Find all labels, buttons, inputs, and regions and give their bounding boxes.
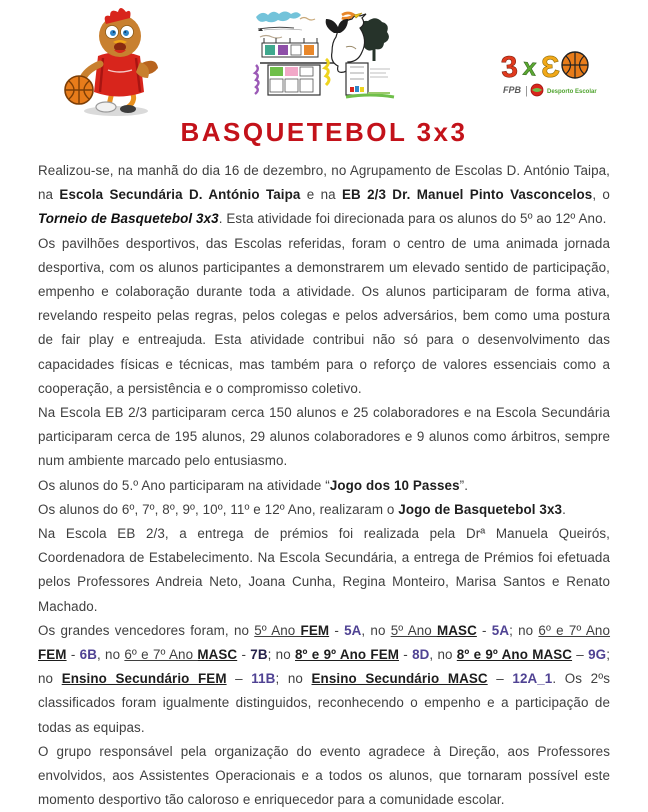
text-segment: 11B (251, 671, 276, 687)
text-segment: – (226, 671, 252, 687)
text-segment: 5A (344, 622, 362, 638)
text-segment: e na (300, 187, 342, 203)
text-segment: - (476, 622, 492, 638)
text-segment: 8º e 9º Ano FEM (295, 647, 399, 663)
text-segment: – (487, 671, 513, 687)
text-segment: . Os 2ºs classificados foram igualmente distinguidos, reconhecendo o empenho e a participação de todas as equipas. (38, 671, 610, 735)
paragraph (38, 522, 610, 619)
text-segment: 5º Ano (254, 622, 301, 638)
text-segment: . (562, 501, 566, 517)
text-segment: 6º e 7º Ano (124, 647, 198, 663)
text-segment: 5º Ano (390, 622, 438, 638)
text-segment: - (237, 647, 251, 663)
text-segment: Na Escola EB 2/3, a entrega de prémios foi realizada pela Drª Manuela Queirós, Coordenadora de Estabelecimento. Na Escola Secundária, a entrega de Prémios foi efetuada pelos Professores Andreia Neto, Joana Cunha, Regina Monteiro, Marisa Santos e Renato Machado. (38, 526, 610, 614)
page-title: BASQUETEBOL 3x3 (180, 117, 468, 147)
text-segment: 12A_1 (512, 671, 553, 687)
logo-divider: | (525, 85, 528, 97)
text-segment: MASC (437, 622, 477, 638)
text-segment: Ensino Secundário MASC (311, 671, 488, 687)
text-segment: ; no (275, 671, 312, 687)
text-segment: ; no (38, 647, 611, 687)
text-segment: 7B (250, 647, 268, 663)
logo-letter-e: Ɛ (540, 50, 561, 85)
logo-letter-3: 3 (499, 50, 519, 85)
text-segment: Na Escola EB 2/3 participaram cerca 150 alunos e 25 colaboradores e na Escola Secundária participaram cerca de 195 alunos, 29 alunos colaboradores e 9 alunos como árbitros, sempre num ambiente marcado pelo entusiasmo. (38, 405, 610, 469)
text-segment: Jogo dos 10 Passes (329, 477, 460, 493)
text-segment: Escola Secundária D. António Taipa (59, 187, 301, 203)
text-segment: , no (361, 622, 391, 638)
paragraph (38, 498, 610, 522)
text-segment: 6B (79, 647, 97, 663)
text-segment: Os alunos do 5.º Ano participaram na atividade “ (38, 477, 330, 493)
text-segment: . Esta atividade foi direcionada para os alunos do 5º ao 12º Ano. (218, 211, 607, 227)
text-segment: , no (96, 647, 125, 663)
rooster-mascot-image (56, 6, 172, 118)
paragraph (38, 159, 610, 232)
school-drawing-image (250, 7, 396, 101)
text-segment: – (572, 647, 589, 663)
logo-letter-x: x (521, 53, 538, 82)
text-segment: Torneio de Basquetebol 3x3 (38, 211, 219, 227)
text-segment: 9G (588, 647, 607, 663)
text-segment: Ensino Secundário FEM (61, 671, 227, 687)
text-segment: O grupo responsável pela organização do evento agradece à Direção, aos Professores envolvidos, aos Assistentes Operacionais e a todos os alunos, que tornaram possível este momento desportivo tão caloroso e enriquecedor para a comunidade escolar. (38, 743, 610, 808)
logo-tagline-text: Desporto Escolar (547, 89, 597, 95)
text-segment: EB 2/3 Dr. Manuel Pinto Vasconcelos (341, 187, 593, 203)
text-segment: , o (592, 187, 610, 203)
text-segment: Os alunos do 6º, 7º, 8º, 9º, 10º, 11º e 12º Ano, realizaram o (38, 501, 399, 517)
logo-3xe-fpb (499, 47, 599, 105)
text-segment: FEM (38, 647, 67, 663)
paragraph (38, 619, 610, 740)
paragraph (38, 232, 610, 401)
text-segment: - (66, 647, 80, 663)
paragraph (38, 401, 610, 474)
article (0, 148, 648, 812)
text-segment: ; no (509, 622, 539, 638)
paragraph (38, 474, 610, 498)
text-segment: 8D (412, 647, 430, 663)
text-segment: Os grandes vencedores foram, no (38, 622, 255, 638)
document-header (0, 0, 648, 110)
text-segment: MASC (197, 647, 238, 663)
text-segment: 6º e 7º Ano (538, 622, 611, 638)
text-segment: - (329, 622, 345, 638)
text-segment: ; no (267, 647, 295, 663)
text-segment: Realizou-se, na manhã do dia 16 de dezembro, no Agrupamento de Escolas D. António Taipa, na (38, 163, 610, 203)
text-segment: , no (429, 647, 457, 663)
text-segment: Os pavilhões desportivos, das Escolas referidas, foram o centro de uma animada jornada desportiva, com os alunos participantes a demonstrarem um elevado sentido de participação, empenho e colaboração durante toda a atividade. Os alunos participaram de forma ativa, revelando respeito pelas regras, pelos colegas e pelos adversários, bem como uma postura de fair play e entreajuda. Esta atividade contribui não só para o desenvolvimento das capacidades físicas e técnicas, mas também para o reforço de valores essenciais como a cooperação, a persistência e o compromisso coletivo. (38, 235, 610, 396)
text-segment: FEM (300, 622, 330, 638)
text-segment: - (399, 647, 413, 663)
logo-fpb-text: FPB (503, 85, 521, 95)
text-segment: Jogo de Basquetebol 3x3 (398, 501, 563, 517)
text-segment: 5A (491, 622, 510, 638)
paragraph (38, 740, 610, 812)
text-segment: 8º e 9º Ano MASC (456, 647, 573, 663)
text-segment: ”. (459, 477, 469, 493)
